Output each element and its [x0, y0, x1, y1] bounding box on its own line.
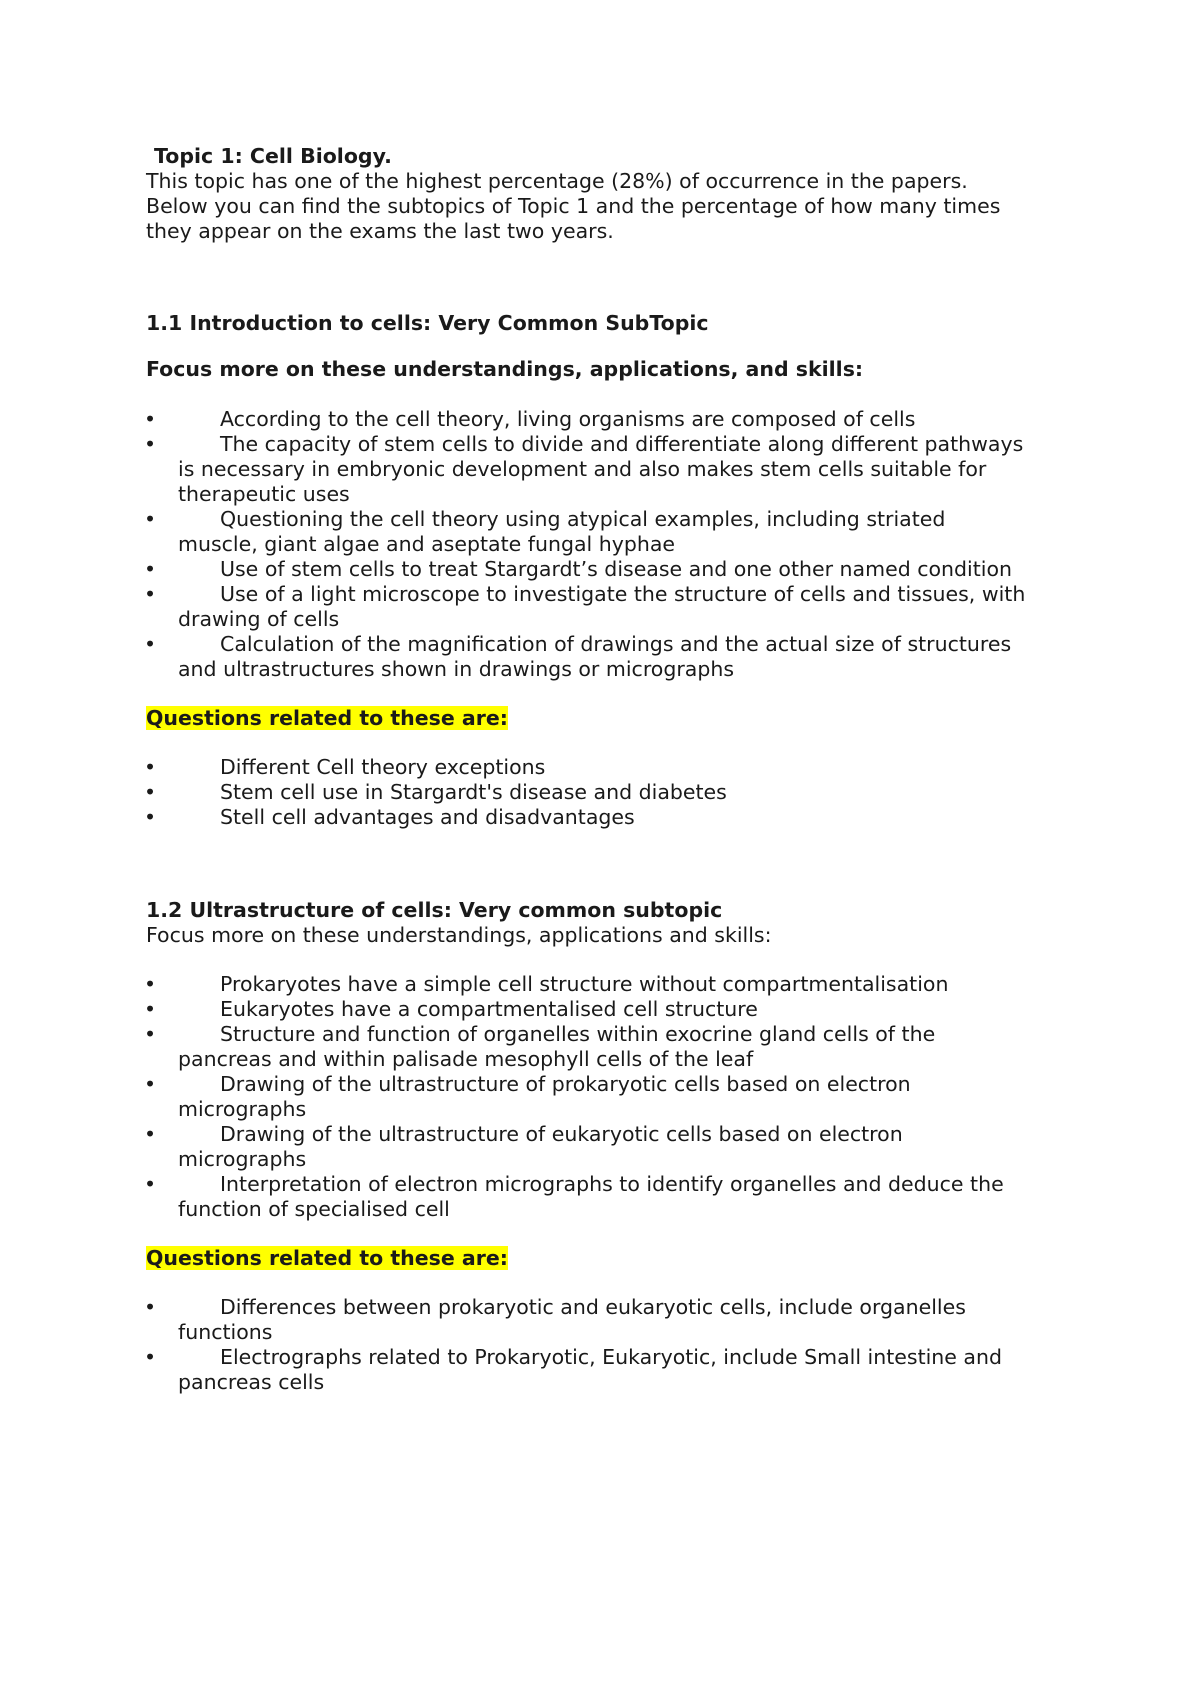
list-item	[143, 632, 1066, 682]
list-item-text: drawing of cells	[178, 607, 340, 631]
list-item	[143, 557, 1066, 582]
bullet-icon: •	[143, 507, 157, 531]
list-item	[143, 972, 1066, 997]
list-item	[143, 805, 1066, 830]
list-item-text: Use of stem cells to treat Stargardt’s disease and one other named condition	[220, 557, 1013, 581]
list-item	[143, 780, 1066, 805]
intro-line: they appear on the exams the last two years.	[146, 219, 614, 243]
list-item-text: Drawing of the ultrastructure of eukaryotic cells based on electron	[220, 1122, 903, 1146]
list-item	[143, 755, 1066, 780]
document-page	[143, 144, 1066, 1395]
section1-focus: Focus more on these understandings, applications, and skills:	[146, 357, 864, 381]
list-item-text: micrographs	[178, 1147, 307, 1171]
list-item-text: micrographs	[178, 1097, 307, 1121]
intro-line: This topic has one of the highest percentage (28%) of occurrence in the papers.	[146, 169, 968, 193]
list-item-text: The capacity of stem cells to divide and differentiate along different pathways	[220, 432, 1024, 456]
list-item	[143, 1295, 1066, 1345]
list-item-text: is necessary in embryonic development and also makes stem cells suitable for	[178, 457, 987, 481]
bullet-icon: •	[143, 780, 157, 804]
list-item	[143, 1172, 1066, 1222]
bullet-icon: •	[143, 1345, 157, 1369]
list-item-text: Electrographs related to Prokaryotic, Eukaryotic, include Small intestine and	[220, 1345, 1002, 1369]
section2-focus: Focus more on these understandings, applications and skills:	[146, 923, 772, 947]
list-item-text: Differences between prokaryotic and eukaryotic cells, include organelles	[220, 1295, 966, 1319]
section1-questions-heading	[146, 706, 1066, 731]
highlighted-label: Questions related to these are:	[146, 706, 508, 730]
list-item-text: muscle, giant algae and aseptate fungal hyphae	[178, 532, 676, 556]
list-item-text: Interpretation of electron micrographs to identify organelles and deduce the	[220, 1172, 1004, 1196]
list-item-text: Eukaryotes have a compartmentalised cell structure	[220, 997, 758, 1021]
section2-questions-heading	[146, 1246, 1066, 1271]
section2-heading: 1.2 Ultrastructure of cells: Very common subtopic	[146, 898, 723, 922]
list-item	[143, 582, 1066, 632]
document-title: Topic 1: Cell Biology.	[154, 144, 392, 168]
bullet-icon: •	[143, 805, 157, 829]
intro-line: Below you can find the subtopics of Topic 1 and the percentage of how many times	[146, 194, 1001, 218]
bullet-icon: •	[143, 432, 157, 456]
list-item	[143, 1122, 1066, 1172]
list-item-text: According to the cell theory, living organisms are composed of cells	[220, 407, 916, 431]
list-item-text: Questioning the cell theory using atypical examples, including striated	[220, 507, 946, 531]
list-item	[143, 997, 1066, 1022]
list-item-text: Different Cell theory exceptions	[220, 755, 546, 779]
bullet-icon: •	[143, 997, 157, 1021]
section2-bullet-list	[143, 972, 1066, 1222]
bullet-icon: •	[143, 632, 157, 656]
list-item	[143, 1022, 1066, 1072]
list-item-text: pancreas and within palisade mesophyll cells of the leaf	[178, 1047, 754, 1071]
section2-questions-list	[143, 1295, 1066, 1395]
bullet-icon: •	[143, 1295, 157, 1319]
list-item-text: Prokaryotes have a simple cell structure without compartmentalisation	[220, 972, 949, 996]
list-item	[143, 1072, 1066, 1122]
bullet-icon: •	[143, 1072, 157, 1096]
bullet-icon: •	[143, 1122, 157, 1146]
bullet-icon: •	[143, 407, 157, 431]
list-item-text: Stell cell advantages and disadvantages	[220, 805, 635, 829]
section1-questions-list	[143, 755, 1066, 830]
intro-paragraph	[146, 169, 1066, 244]
list-item-text: Stem cell use in Stargardt's disease and diabetes	[220, 780, 727, 804]
bullet-icon: •	[143, 582, 157, 606]
bullet-icon: •	[143, 557, 157, 581]
list-item-text: Calculation of the magnification of drawings and the actual size of structures	[220, 632, 1012, 656]
section1-heading: 1.1 Introduction to cells: Very Common SubTopic	[146, 311, 709, 335]
bullet-icon: •	[143, 1172, 157, 1196]
list-item-text: functions	[178, 1320, 273, 1344]
bullet-icon: •	[143, 972, 157, 996]
list-item-text: Structure and function of organelles within exocrine gland cells of the	[220, 1022, 936, 1046]
list-item-text: function of specialised cell	[178, 1197, 450, 1221]
bullet-icon: •	[143, 1022, 157, 1046]
list-item-text: Drawing of the ultrastructure of prokaryotic cells based on electron	[220, 1072, 911, 1096]
highlighted-label: Questions related to these are:	[146, 1246, 508, 1270]
list-item	[143, 1345, 1066, 1395]
list-item-text: pancreas cells	[178, 1370, 325, 1394]
list-item	[143, 507, 1066, 557]
list-item-text: and ultrastructures shown in drawings or micrographs	[178, 657, 735, 681]
bullet-icon: •	[143, 755, 157, 779]
list-item-text: therapeutic uses	[178, 482, 350, 506]
section1-bullet-list	[143, 407, 1066, 682]
list-item-text: Use of a light microscope to investigate the structure of cells and tissues, with	[220, 582, 1026, 606]
list-item	[143, 407, 1066, 432]
list-item	[143, 432, 1066, 507]
